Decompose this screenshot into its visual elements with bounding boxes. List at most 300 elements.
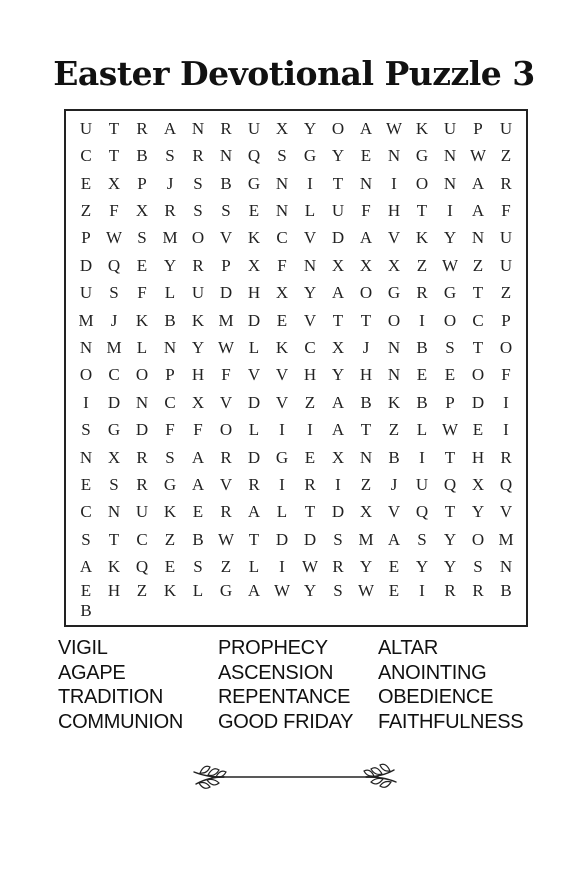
grid-letter[interactable]: B <box>360 392 372 412</box>
grid-letter[interactable]: O <box>471 365 485 385</box>
grid-letter[interactable]: Q <box>499 475 513 495</box>
grid-letter[interactable]: Y <box>443 557 457 577</box>
grid-letter[interactable]: G <box>387 283 401 303</box>
grid-letter[interactable]: I <box>419 580 425 600</box>
grid-letter[interactable]: O <box>443 310 457 330</box>
grid-letter[interactable]: I <box>335 475 341 495</box>
grid-letter[interactable]: X <box>359 502 373 522</box>
grid-letter[interactable]: O <box>135 365 149 385</box>
grid-letter[interactable]: O <box>219 420 233 440</box>
grid-letter[interactable]: I <box>391 173 397 193</box>
grid-letter[interactable]: B <box>416 392 428 412</box>
grid-letter[interactable]: U <box>79 283 93 303</box>
grid-letter[interactable]: I <box>83 392 89 412</box>
grid-letter[interactable]: A <box>331 392 345 412</box>
grid-letter[interactable]: V <box>303 228 317 248</box>
grid-letter[interactable]: J <box>166 173 174 193</box>
grid-letter[interactable]: B <box>220 173 232 193</box>
grid-letter[interactable]: H <box>107 580 121 600</box>
grid-letter[interactable]: P <box>81 228 91 248</box>
grid-letter[interactable]: E <box>80 580 92 600</box>
grid-letter[interactable]: V <box>275 365 289 385</box>
grid-letter[interactable]: A <box>191 447 205 467</box>
grid-letter[interactable]: A <box>163 118 177 138</box>
grid-letter[interactable]: L <box>304 200 316 220</box>
grid-letter[interactable]: H <box>247 283 261 303</box>
grid-letter[interactable]: T <box>416 200 428 220</box>
grid-letter[interactable]: X <box>247 255 261 275</box>
grid-letter[interactable]: E <box>164 557 176 577</box>
grid-letter[interactable]: E <box>388 580 400 600</box>
grid-letter[interactable]: C <box>80 146 92 166</box>
grid-letter[interactable]: T <box>472 337 484 357</box>
grid-letter[interactable]: Y <box>471 502 485 522</box>
grid-letter[interactable]: B <box>164 310 176 330</box>
grid-letter[interactable]: X <box>275 283 289 303</box>
grid-letter[interactable]: V <box>219 392 233 412</box>
grid-letter[interactable]: F <box>277 255 287 275</box>
grid-letter[interactable]: Y <box>359 557 373 577</box>
grid-letter[interactable]: R <box>136 118 148 138</box>
grid-letter[interactable]: E <box>136 255 148 275</box>
grid-letter[interactable]: P <box>165 365 175 385</box>
word-list-item: PROPHECY <box>218 637 328 659</box>
grid-letter[interactable]: S <box>81 529 91 549</box>
grid-letter[interactable]: T <box>304 502 316 522</box>
grid-letter[interactable]: A <box>359 118 373 138</box>
grid-letter[interactable]: D <box>135 420 149 440</box>
grid-letter[interactable]: W <box>469 146 487 166</box>
grid-letter[interactable]: Q <box>247 146 261 166</box>
grid-letter[interactable]: H <box>359 365 373 385</box>
grid-letter[interactable]: R <box>136 475 148 495</box>
grid-letter[interactable]: Y <box>443 529 457 549</box>
grid-letter[interactable]: W <box>273 580 291 600</box>
grid-letter[interactable]: N <box>387 365 401 385</box>
grid-letter[interactable]: V <box>219 228 233 248</box>
grid-letter[interactable]: N <box>471 228 485 248</box>
grid-letter[interactable]: N <box>387 337 401 357</box>
grid-letter[interactable]: I <box>307 173 313 193</box>
grid-letter[interactable]: U <box>499 228 513 248</box>
grid-letter[interactable]: E <box>472 420 484 440</box>
grid-letter[interactable]: Q <box>135 557 149 577</box>
grid-letter[interactable]: Z <box>500 146 512 166</box>
grid-letter[interactable]: W <box>357 580 375 600</box>
grid-letter[interactable]: P <box>137 173 147 193</box>
grid-letter[interactable]: L <box>136 337 148 357</box>
grid-letter[interactable]: D <box>107 392 121 412</box>
grid-letter[interactable]: K <box>415 118 429 138</box>
grid-letter[interactable]: T <box>332 173 344 193</box>
grid-letter[interactable]: N <box>219 146 233 166</box>
grid-letter[interactable]: U <box>443 118 457 138</box>
grid-letter[interactable]: L <box>276 502 288 522</box>
grid-letter[interactable]: G <box>247 173 261 193</box>
grid-letter[interactable]: V <box>387 228 401 248</box>
grid-letter[interactable]: W <box>301 557 319 577</box>
grid-letter[interactable]: H <box>303 365 317 385</box>
grid-letter[interactable]: D <box>331 228 345 248</box>
grid-letter[interactable]: S <box>109 283 119 303</box>
grid-letter[interactable]: R <box>164 200 176 220</box>
grid-letter[interactable]: D <box>331 502 345 522</box>
grid-letter[interactable]: Y <box>415 557 429 577</box>
grid-letter[interactable]: Q <box>415 502 429 522</box>
grid-letter[interactable]: G <box>443 283 457 303</box>
grid-letter[interactable]: X <box>191 392 205 412</box>
grid-letter[interactable]: S <box>137 228 147 248</box>
word-list-item: ALTAR <box>378 637 438 659</box>
grid-letter[interactable]: R <box>416 283 428 303</box>
grid-letter[interactable]: S <box>165 146 175 166</box>
grid-letter[interactable]: G <box>107 420 121 440</box>
grid-letter[interactable]: N <box>443 146 457 166</box>
grid-letter[interactable]: H <box>471 447 485 467</box>
word-list-item: OBEDIENCE <box>378 686 494 708</box>
grid-letter[interactable]: G <box>219 580 233 600</box>
grid-letter[interactable]: R <box>500 447 512 467</box>
grid-letter[interactable]: Z <box>360 475 372 495</box>
grid-letter[interactable]: B <box>416 337 428 357</box>
grid-letter[interactable]: N <box>499 557 513 577</box>
grid-letter[interactable]: A <box>247 580 261 600</box>
grid-letter[interactable]: E <box>276 310 288 330</box>
word-list-item: ANOINTING <box>378 661 487 684</box>
grid-letter[interactable]: N <box>387 146 401 166</box>
grid-letter[interactable]: G <box>275 447 289 467</box>
grid-letter[interactable]: F <box>109 200 119 220</box>
grid-letter[interactable]: B <box>500 580 512 600</box>
grid-letter[interactable]: C <box>472 310 484 330</box>
grid-letter[interactable]: X <box>471 475 485 495</box>
grid-letter[interactable]: Y <box>303 580 317 600</box>
grid-letter[interactable]: O <box>499 337 513 357</box>
grid-letter[interactable]: X <box>387 255 401 275</box>
grid-letter[interactable]: V <box>499 502 513 522</box>
grid-letter[interactable]: F <box>137 283 147 303</box>
grid-letter[interactable]: A <box>387 529 401 549</box>
grid-letter[interactable]: T <box>444 502 456 522</box>
grid-letter[interactable]: Q <box>443 475 457 495</box>
grid-letter[interactable]: O <box>191 228 205 248</box>
grid-letter[interactable]: N <box>107 502 121 522</box>
grid-letter[interactable]: K <box>163 502 177 522</box>
grid-letter[interactable]: S <box>193 173 203 193</box>
grid-letter[interactable]: S <box>193 200 203 220</box>
word-list-item: GOOD FRIDAY <box>218 710 354 733</box>
grid-letter[interactable]: X <box>331 255 345 275</box>
grid-letter[interactable]: B <box>80 600 92 620</box>
grid-letter[interactable]: D <box>79 255 93 275</box>
grid-letter[interactable]: W <box>217 337 235 357</box>
grid-letter[interactable]: G <box>163 475 177 495</box>
grid-letter[interactable]: U <box>191 283 205 303</box>
grid-letter[interactable]: U <box>499 118 513 138</box>
grid-letter[interactable]: H <box>387 200 401 220</box>
grid-letter[interactable]: M <box>162 228 178 248</box>
grid-letter[interactable]: F <box>221 365 231 385</box>
grid-letter[interactable]: N <box>163 337 177 357</box>
grid-letter[interactable]: K <box>107 557 121 577</box>
grid-letter[interactable]: I <box>447 200 453 220</box>
grid-letter[interactable]: S <box>81 420 91 440</box>
grid-letter[interactable]: E <box>80 173 92 193</box>
word-list-item: AGAPE <box>58 661 126 684</box>
grid-letter[interactable]: K <box>247 228 261 248</box>
grid-letter[interactable]: T <box>108 529 120 549</box>
grid-letter[interactable]: X <box>331 337 345 357</box>
grid-letter[interactable]: R <box>136 447 148 467</box>
grid-letter[interactable]: M <box>358 529 374 549</box>
grid-letter[interactable]: Z <box>388 420 400 440</box>
grid-letter[interactable]: K <box>415 228 429 248</box>
grid-letter[interactable]: C <box>304 337 316 357</box>
grid-letter[interactable]: A <box>471 200 485 220</box>
grid-letter[interactable]: C <box>108 365 120 385</box>
grid-letter[interactable]: A <box>247 502 261 522</box>
grid-letter[interactable]: D <box>247 310 261 330</box>
grid-letter[interactable]: X <box>275 118 289 138</box>
grid-letter[interactable]: S <box>165 447 175 467</box>
grid-letter[interactable]: U <box>79 118 93 138</box>
grid-letter[interactable]: V <box>247 365 261 385</box>
grid-letter[interactable]: I <box>419 310 425 330</box>
grid-letter[interactable]: B <box>388 447 400 467</box>
grid-letter[interactable]: C <box>136 529 148 549</box>
grid-letter[interactable]: C <box>276 228 288 248</box>
grid-letter[interactable]: J <box>362 337 370 357</box>
grid-letter[interactable]: D <box>247 447 261 467</box>
grid-letter[interactable]: E <box>80 475 92 495</box>
grid-letter[interactable]: S <box>473 557 483 577</box>
grid-letter[interactable]: S <box>109 475 119 495</box>
grid-letter[interactable]: S <box>333 580 343 600</box>
grid-letter[interactable]: Q <box>107 255 121 275</box>
grid-letter[interactable]: I <box>503 392 509 412</box>
grid-letter[interactable]: R <box>192 146 204 166</box>
grid-letter[interactable]: A <box>359 228 373 248</box>
grid-letter[interactable]: X <box>107 173 121 193</box>
grid-letter[interactable]: K <box>275 337 289 357</box>
grid-letter[interactable]: X <box>359 255 373 275</box>
grid-letter[interactable]: E <box>444 365 456 385</box>
grid-letter[interactable]: U <box>247 118 261 138</box>
letter-grid <box>66 111 526 625</box>
grid-letter[interactable]: N <box>303 255 317 275</box>
grid-letter[interactable]: H <box>191 365 205 385</box>
grid-letter[interactable]: J <box>390 475 398 495</box>
grid-letter[interactable]: M <box>78 310 94 330</box>
grid-letter[interactable]: T <box>360 420 372 440</box>
grid-letter[interactable]: X <box>331 447 345 467</box>
grid-letter[interactable]: Y <box>331 365 345 385</box>
grid-letter[interactable]: B <box>136 146 148 166</box>
grid-letter[interactable]: S <box>417 529 427 549</box>
grid-letter[interactable]: T <box>108 118 120 138</box>
grid-letter[interactable]: A <box>471 173 485 193</box>
grid-letter[interactable]: K <box>191 310 205 330</box>
grid-letter[interactable]: N <box>359 173 373 193</box>
grid-letter[interactable]: Z <box>304 392 316 412</box>
grid-letter[interactable]: U <box>415 475 429 495</box>
grid-letter[interactable]: R <box>220 118 232 138</box>
grid-letter[interactable]: S <box>221 200 231 220</box>
grid-letter[interactable]: P <box>473 118 483 138</box>
grid-letter[interactable]: Z <box>80 200 92 220</box>
grid-letter[interactable]: A <box>191 475 205 495</box>
grid-letter[interactable]: O <box>387 310 401 330</box>
grid-letter[interactable]: P <box>221 255 231 275</box>
grid-letter[interactable]: P <box>445 392 455 412</box>
grid-letter[interactable]: R <box>248 475 260 495</box>
grid-letter[interactable]: V <box>219 475 233 495</box>
grid-letter[interactable]: Y <box>303 283 317 303</box>
word-list-item: REPENTANCE <box>218 686 351 708</box>
grid-letter[interactable]: R <box>192 255 204 275</box>
grid-letter[interactable]: S <box>333 529 343 549</box>
grid-letter[interactable]: I <box>279 557 285 577</box>
grid-letter[interactable]: L <box>248 420 260 440</box>
grid-letter[interactable]: K <box>387 392 401 412</box>
grid-letter[interactable]: F <box>193 420 203 440</box>
grid-letter[interactable]: L <box>192 580 204 600</box>
grid-letter[interactable]: Y <box>331 146 345 166</box>
grid-letter[interactable]: D <box>471 392 485 412</box>
grid-letter[interactable]: O <box>471 529 485 549</box>
grid-letter[interactable]: W <box>441 255 459 275</box>
grid-letter[interactable]: T <box>108 146 120 166</box>
grid-letter[interactable]: I <box>419 447 425 467</box>
grid-letter[interactable]: Z <box>500 283 512 303</box>
grid-letter[interactable]: W <box>385 118 403 138</box>
grid-letter[interactable]: V <box>303 310 317 330</box>
grid-letter[interactable]: Y <box>191 337 205 357</box>
grid-letter[interactable]: W <box>441 420 459 440</box>
grid-letter[interactable]: T <box>472 283 484 303</box>
grid-letter[interactable]: V <box>387 502 401 522</box>
grid-letter[interactable]: E <box>248 200 260 220</box>
grid-letter[interactable]: F <box>501 200 511 220</box>
grid-letter[interactable]: L <box>416 420 428 440</box>
grid-letter[interactable]: R <box>304 475 316 495</box>
grid-letter[interactable]: E <box>360 146 372 166</box>
grid-letter[interactable]: I <box>503 420 509 440</box>
grid-letter[interactable]: Y <box>303 118 317 138</box>
grid-letter[interactable]: M <box>106 337 122 357</box>
grid-letter[interactable]: G <box>415 146 429 166</box>
grid-letter[interactable]: D <box>275 529 289 549</box>
grid-letter[interactable]: N <box>443 173 457 193</box>
grid-letter[interactable]: S <box>193 557 203 577</box>
grid-letter[interactable]: D <box>247 392 261 412</box>
grid-letter[interactable]: R <box>220 502 232 522</box>
grid-letter[interactable]: R <box>220 447 232 467</box>
grid-letter[interactable]: Z <box>416 255 428 275</box>
grid-letter[interactable]: T <box>248 529 260 549</box>
grid-letter[interactable]: T <box>444 447 456 467</box>
grid-letter[interactable]: E <box>192 502 204 522</box>
grid-letter[interactable]: E <box>304 447 316 467</box>
grid-letter[interactable]: W <box>217 529 235 549</box>
grid-letter[interactable]: Z <box>136 580 148 600</box>
grid-letter[interactable]: J <box>110 310 118 330</box>
grid-letter[interactable]: O <box>415 173 429 193</box>
leafy-vine-divider-icon <box>190 758 400 796</box>
grid-letter[interactable]: S <box>277 146 287 166</box>
grid-letter[interactable]: N <box>79 337 93 357</box>
grid-letter[interactable]: N <box>79 447 93 467</box>
grid-letter[interactable]: F <box>501 365 511 385</box>
grid-letter[interactable]: E <box>388 557 400 577</box>
grid-letter[interactable]: O <box>79 365 93 385</box>
grid-letter[interactable]: G <box>303 146 317 166</box>
grid-letter[interactable]: T <box>332 310 344 330</box>
grid-letter[interactable]: L <box>248 337 260 357</box>
word-list <box>58 636 538 734</box>
grid-letter[interactable]: S <box>445 337 455 357</box>
grid-letter[interactable]: C <box>164 392 176 412</box>
grid-letter[interactable]: K <box>135 310 149 330</box>
grid-letter[interactable]: P <box>501 310 511 330</box>
grid-letter[interactable]: Z <box>472 255 484 275</box>
grid-letter[interactable]: R <box>444 580 456 600</box>
grid-letter[interactable]: A <box>331 283 345 303</box>
grid-letter[interactable]: I <box>279 475 285 495</box>
grid-letter[interactable]: I <box>279 420 285 440</box>
grid-letter[interactable]: N <box>275 173 289 193</box>
grid-letter[interactable]: N <box>135 392 149 412</box>
grid-letter[interactable]: A <box>331 420 345 440</box>
grid-letter[interactable]: A <box>79 557 93 577</box>
grid-letter[interactable]: L <box>164 283 176 303</box>
grid-letter[interactable]: M <box>498 529 514 549</box>
grid-letter[interactable]: O <box>359 283 373 303</box>
grid-letter[interactable]: X <box>135 200 149 220</box>
grid-letter[interactable]: R <box>472 580 484 600</box>
grid-letter[interactable]: V <box>275 392 289 412</box>
grid-letter[interactable]: Z <box>164 529 176 549</box>
grid-letter[interactable]: T <box>360 310 372 330</box>
grid-letter[interactable]: W <box>105 228 123 248</box>
grid-letter[interactable]: U <box>499 255 513 275</box>
grid-letter[interactable]: I <box>307 420 313 440</box>
grid-letter[interactable]: D <box>219 283 233 303</box>
grid-letter[interactable]: C <box>80 502 92 522</box>
grid-letter[interactable]: N <box>359 447 373 467</box>
grid-letter[interactable]: M <box>218 310 234 330</box>
grid-letter[interactable]: Y <box>443 228 457 248</box>
grid-letter[interactable]: B <box>192 529 204 549</box>
grid-letter[interactable]: O <box>331 118 345 138</box>
grid-letter[interactable]: U <box>331 200 345 220</box>
grid-letter[interactable]: F <box>165 420 175 440</box>
grid-letter[interactable]: D <box>303 529 317 549</box>
grid-letter[interactable]: R <box>332 557 344 577</box>
grid-letter[interactable]: U <box>135 502 149 522</box>
grid-letter[interactable]: L <box>248 557 260 577</box>
grid-letter[interactable]: N <box>191 118 205 138</box>
word-list-item: TRADITION <box>58 686 164 708</box>
grid-letter[interactable]: Z <box>220 557 232 577</box>
grid-letter[interactable]: F <box>361 200 371 220</box>
grid-letter[interactable]: Y <box>163 255 177 275</box>
grid-letter[interactable]: X <box>107 447 121 467</box>
grid-letter[interactable]: N <box>275 200 289 220</box>
grid-letter[interactable]: R <box>500 173 512 193</box>
grid-letter[interactable]: K <box>163 580 177 600</box>
grid-letter[interactable]: E <box>416 365 428 385</box>
